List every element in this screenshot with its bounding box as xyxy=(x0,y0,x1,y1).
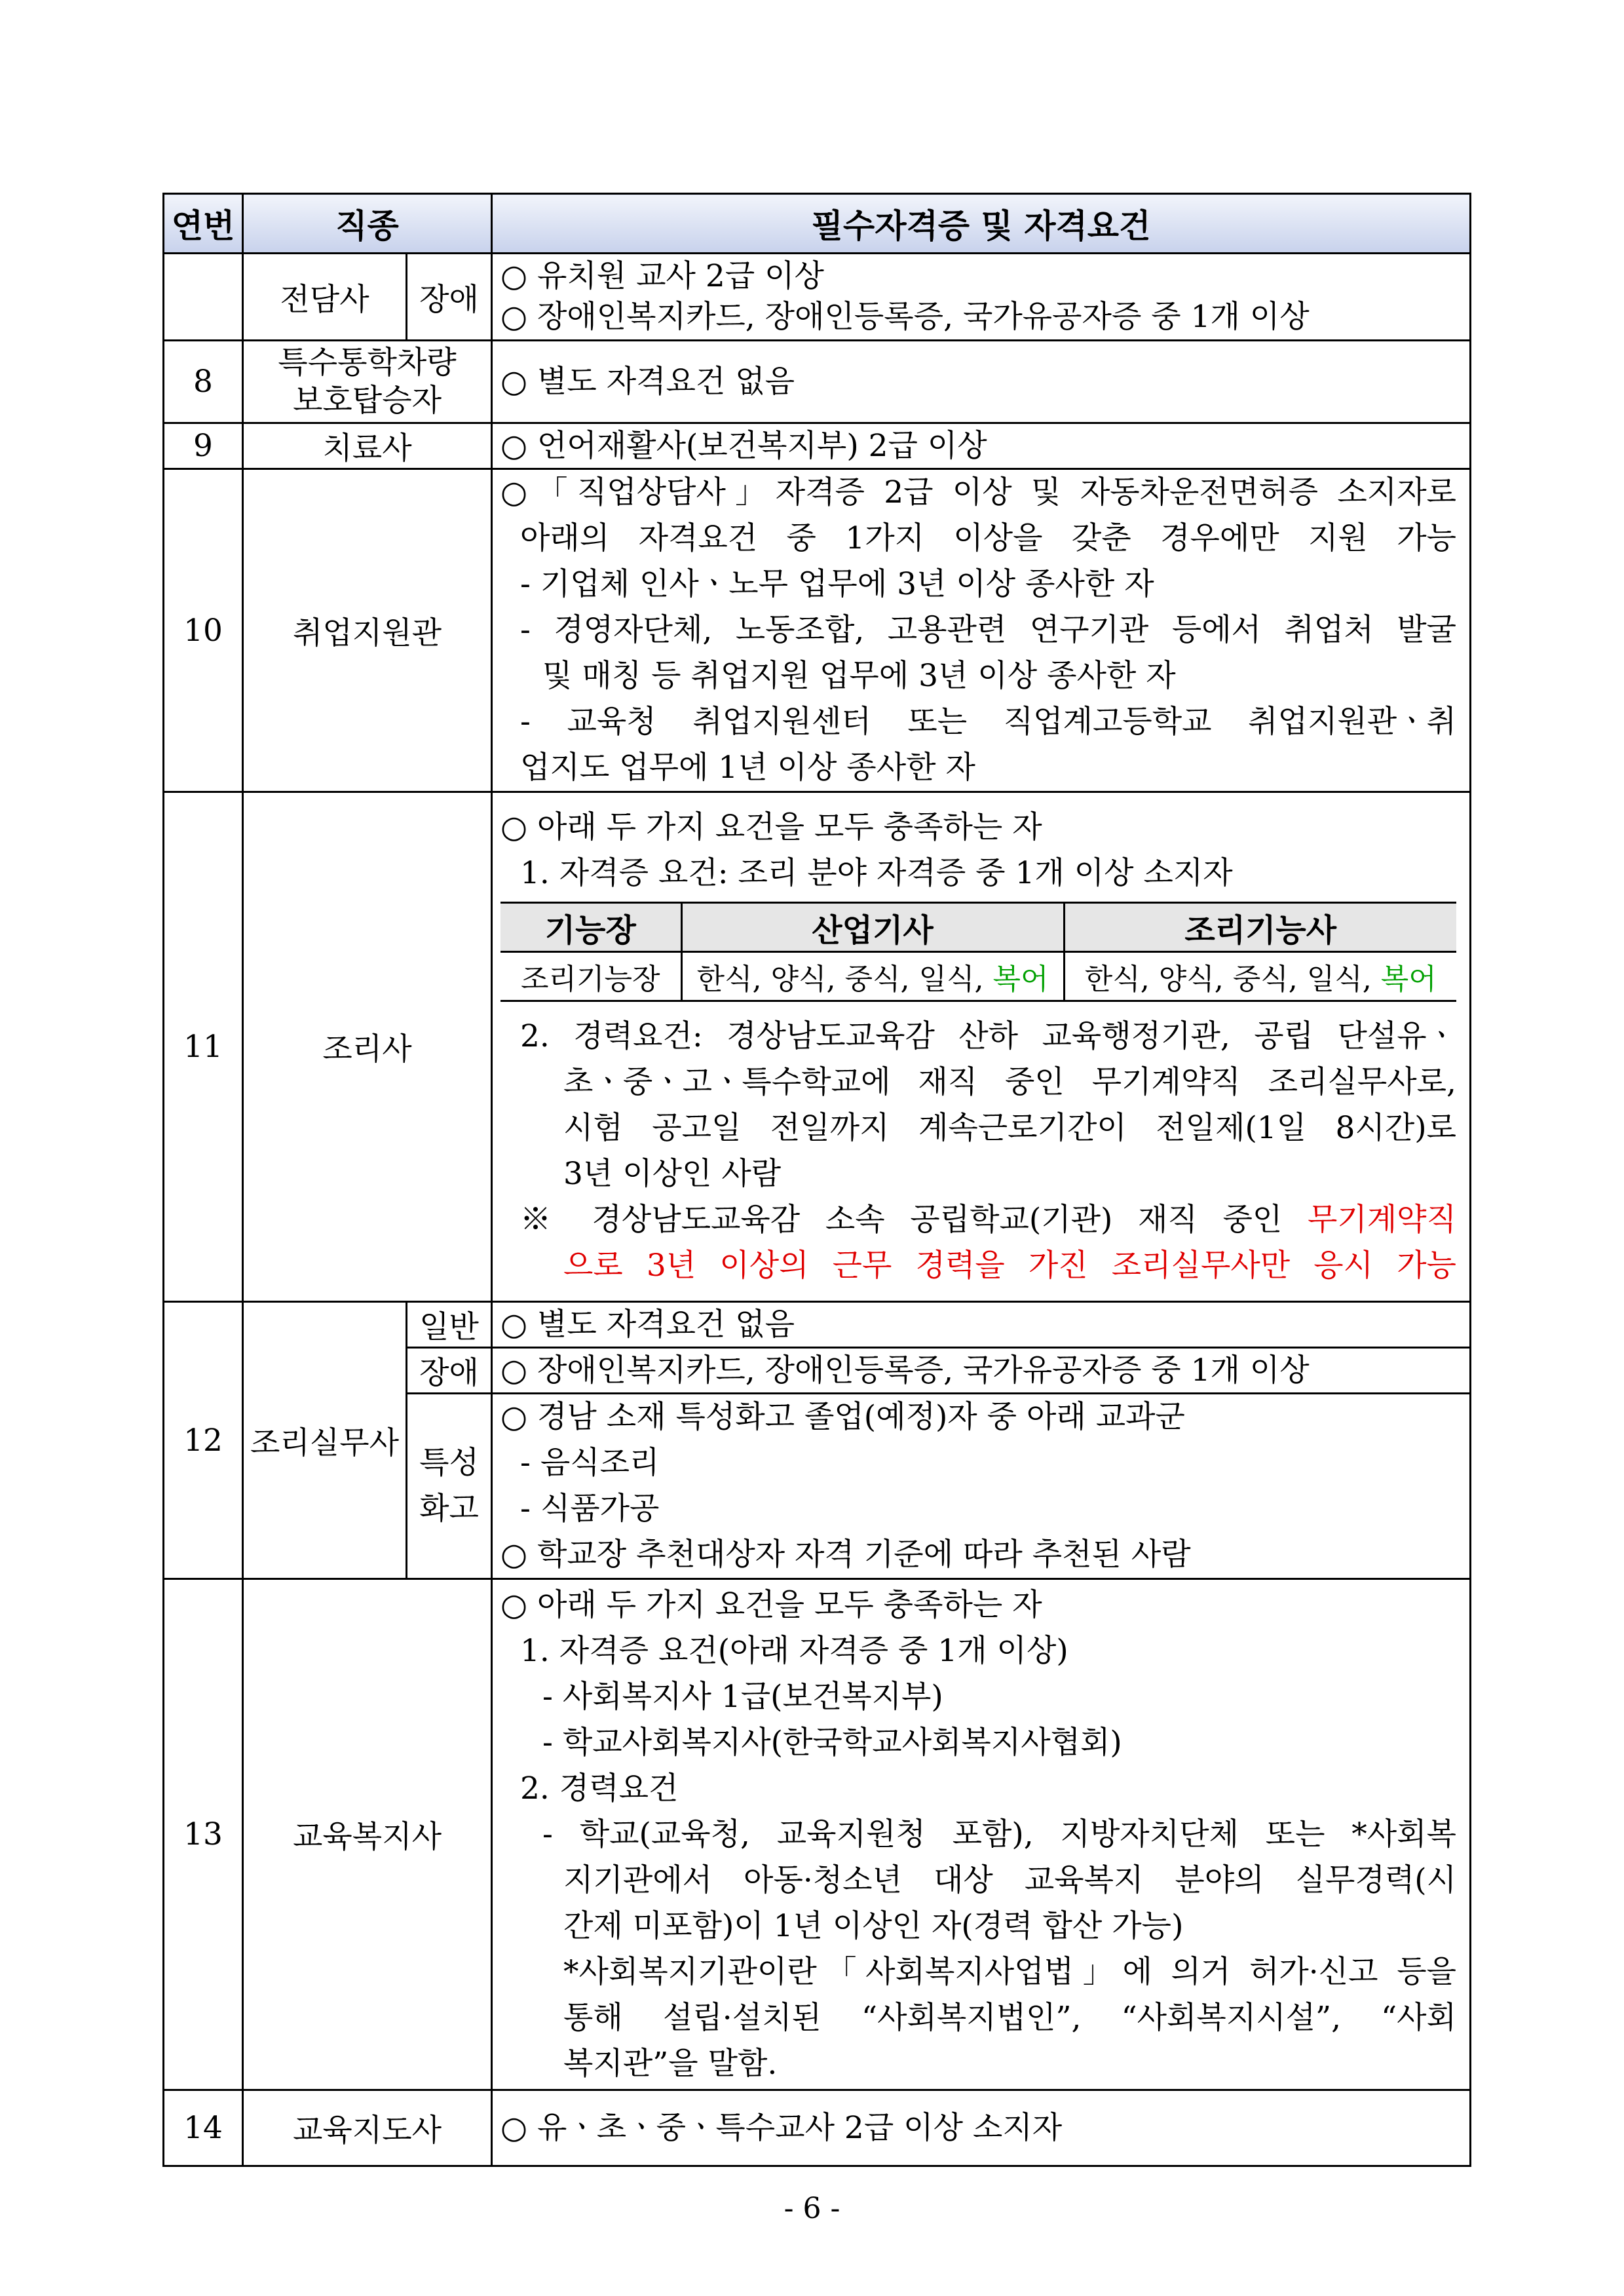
table-row xyxy=(164,1302,1471,1348)
table-row xyxy=(164,341,1471,423)
row-requirements: ○ 아래 두 가지 요건을 모두 충족하는 자 1. 자격증 요건: 조리 분야 자격증 중 1개 이상 소지자 기능장 산업기사 조리기능사 조리기능장 한식, 양식, 중식, 일식, 복어 한식, 양식, 중식, 일식, 복어 2. 경력요건: 경상남도교육감 산하 교육행정기관, 공립 단설유ㆍ 초ㆍ중ㆍ고ㆍ특수학교에 재직 중인 무기계약직 조리실무사로, 시험 공고일 전일까지 계속근로기간이 전일제(1일 8시간)로 3년 이상인 사람 ※ 경상남도교육감 소속 공립학교(기관) 재직 중인 무기계약직 으로 3년 이상의 근무 경력을 가진 조리실무사만 응시 가능 xyxy=(492,792,1471,1302)
row-num: 12 xyxy=(164,1302,243,1579)
cert-subtable-header: 기능장 산업기사 조리기능사 xyxy=(500,903,1456,952)
row-job: 취업지원관 xyxy=(243,469,492,792)
row-num: 10 xyxy=(164,469,243,792)
table-row xyxy=(164,469,1471,792)
row-num: 9 xyxy=(164,423,243,469)
row-num: 11 xyxy=(164,792,243,1302)
row-job: 치료사 xyxy=(243,423,492,469)
row-num: 8 xyxy=(164,341,243,423)
row-num xyxy=(164,254,243,341)
row-requirements: ○ 장애인복지카드, 장애인등록증, 국가유공자증 중 1개 이상 xyxy=(492,1348,1471,1394)
row-job: 교육복지사 xyxy=(243,1579,492,2090)
header-num: 연번 xyxy=(164,194,243,254)
row-requirements: ○ 별도 자격요건 없음 xyxy=(492,341,1471,423)
row-requirements: ○ 아래 두 가지 요건을 모두 충족하는 자 1. 자격증 요건(아래 자격증 중 1개 이상) - 사회복지사 1급(보건복지부) - 학교사회복지사(한국학교사회복지사협회) 2. 경력요건 - 학교(교육청, 교육지원청 포함), 지방자치단체 또는 *사회복 지기관에서 아동·청소년 대상 교육복지 분야의 실무경력(시 간제 미포함)이 1년 이상인 자(경력 합산 가능) *사회복지기관이란「사회복지사업법」에 의거 허가·신고 등을 통해 설립·설치된 “사회복지법인”, “사회복지시설”, “사회 복지관”을 말함. xyxy=(492,1579,1471,2090)
cert-subtable xyxy=(500,902,1456,1002)
table-row xyxy=(164,423,1471,469)
table-row xyxy=(164,254,1471,341)
header-req: 필수자격증 및 자격요건 xyxy=(492,194,1471,254)
cert-subtable-row: 조리기능장 한식, 양식, 중식, 일식, 복어 한식, 양식, 중식, 일식, 복어 xyxy=(500,952,1456,1001)
cook-note-line2: 으로 3년 이상의 근무 경력을 가진 조리실무사만 응시 가능 xyxy=(563,1248,1456,1284)
table-row xyxy=(164,1579,1471,2090)
cook-note-line1: ※ 경상남도교육감 소속 공립학교(기관) 재직 중인 무기계약직 xyxy=(520,1202,1456,1238)
row-requirements: ○ 유ㆍ초ㆍ중ㆍ특수교사 2급 이상 소지자 xyxy=(492,2090,1471,2166)
row-subtype: 장애 xyxy=(407,1348,492,1394)
header-job: 직종 xyxy=(243,194,492,254)
row-num: 13 xyxy=(164,1579,243,2090)
page-number: - 6 - xyxy=(784,2192,840,2225)
row-job: 조리실무사 xyxy=(243,1302,407,1579)
row-subtype: 특성 화고 xyxy=(407,1394,492,1579)
row-subtype: 장애 xyxy=(407,254,492,341)
row-job: 특수통학차량 보호탑승자 xyxy=(243,341,492,423)
row-num: 14 xyxy=(164,2090,243,2166)
table-header-row xyxy=(164,194,1471,254)
row-job: 전담사 xyxy=(243,254,407,341)
row-requirements: ○ 언어재활사(보건복지부) 2급 이상 xyxy=(492,423,1471,469)
row-requirements: ○ 경남 소재 특성화고 졸업(예정)자 중 아래 교과군 - 음식조리 - 식품가공 ○ 학교장 추천대상자 자격 기준에 따라 추천된 사람 xyxy=(492,1394,1471,1579)
row-requirements: ○ 별도 자격요건 없음 xyxy=(492,1302,1471,1348)
table-row xyxy=(164,792,1471,1302)
row-requirements: ○「직업상담사」자격증 2급 이상 및 자동차운전면허증 소지자로 아래의 자격요건 중 1가지 이상을 갖춘 경우에만 지원 가능 - 기업체 인사ㆍ노무 업무에 3년 이상 종사한 자 - 경영자단체, 노동조합, 고용관련 연구기관 등에서 취업처 발굴 및 매칭 등 취업지원 업무에 3년 이상 종사한 자 - 교육청 취업지원센터 또는 직업계고등학교 취업지원관ㆍ취 업지도 업무에 1년 이상 종사한 자 xyxy=(492,469,1471,792)
row-job: 조리사 xyxy=(243,792,492,1302)
qualification-table xyxy=(162,193,1471,2167)
row-job: 교육지도사 xyxy=(243,2090,492,2166)
row-subtype: 일반 xyxy=(407,1302,492,1348)
row-requirements: ○ 유치원 교사 2급 이상 ○ 장애인복지카드, 장애인등록증, 국가유공자증 중 1개 이상 xyxy=(492,254,1471,341)
table-row xyxy=(164,2090,1471,2166)
